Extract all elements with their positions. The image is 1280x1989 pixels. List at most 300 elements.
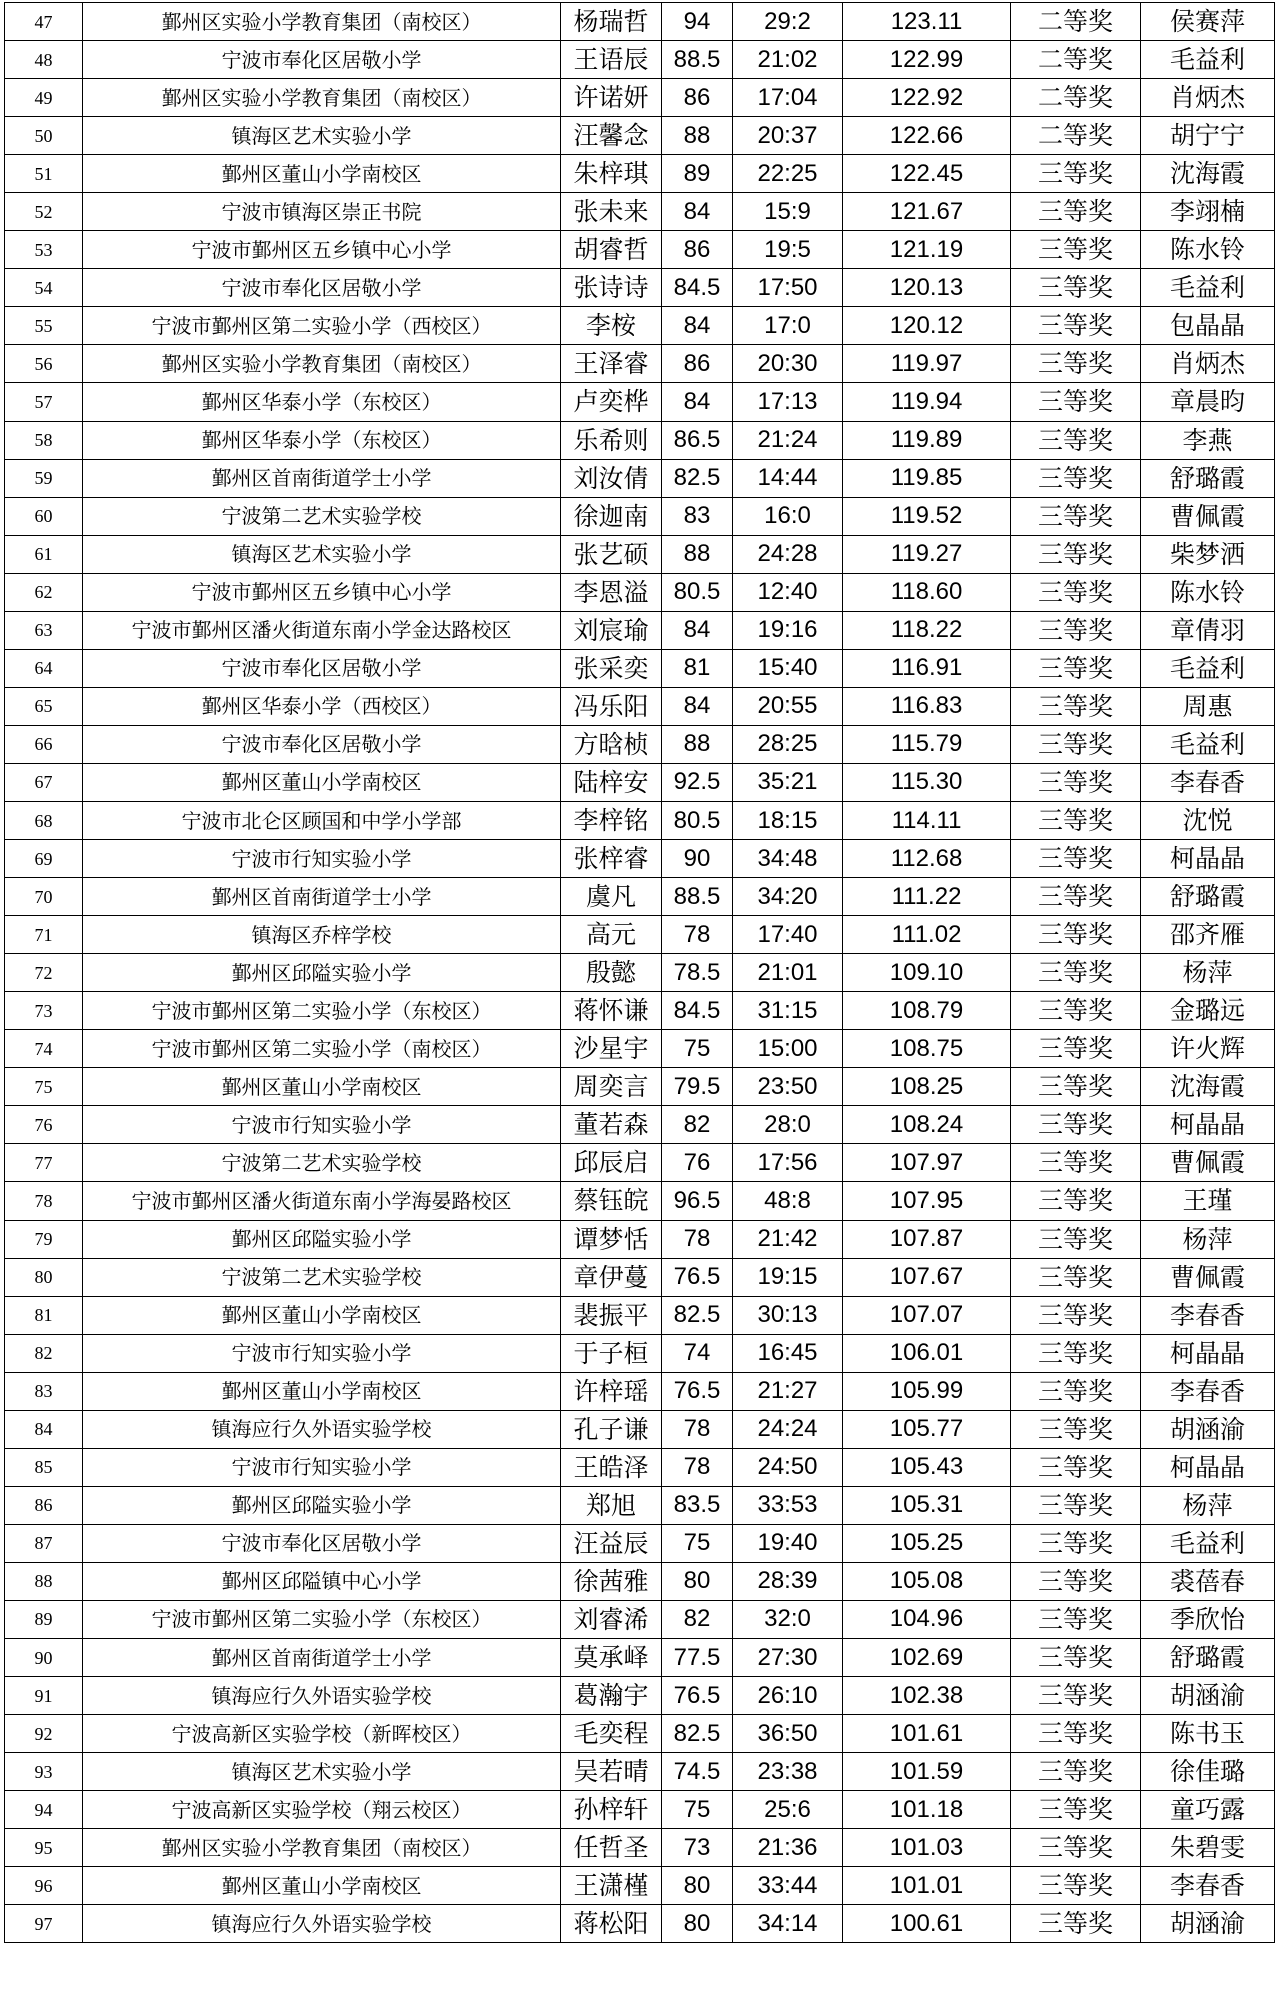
row-number: 48 bbox=[5, 41, 83, 79]
time-cell: 26:10 bbox=[733, 1677, 843, 1715]
school-cell: 宁波市鄞州区潘火街道东南小学金达路校区 bbox=[83, 611, 561, 649]
teacher-cell: 舒璐霞 bbox=[1141, 878, 1275, 916]
total-score-cell: 119.27 bbox=[843, 535, 1011, 573]
total-score-cell: 101.61 bbox=[843, 1715, 1011, 1753]
student-name-cell: 汪益辰 bbox=[561, 1524, 662, 1562]
table-row bbox=[5, 1562, 1275, 1600]
total-score-cell: 114.11 bbox=[843, 801, 1011, 839]
school-cell: 宁波市鄞州区第二实验小学（东校区） bbox=[83, 992, 561, 1030]
score-cell: 78 bbox=[662, 1220, 733, 1258]
award-cell: 三等奖 bbox=[1011, 687, 1141, 725]
score-cell: 84 bbox=[662, 383, 733, 421]
results-table-body bbox=[5, 3, 1275, 1943]
student-name-cell: 徐茜雅 bbox=[561, 1562, 662, 1600]
student-name-cell: 毛奕程 bbox=[561, 1715, 662, 1753]
total-score-cell: 105.43 bbox=[843, 1448, 1011, 1486]
award-cell: 三等奖 bbox=[1011, 193, 1141, 231]
student-name-cell: 乐希则 bbox=[561, 421, 662, 459]
award-cell: 三等奖 bbox=[1011, 497, 1141, 535]
teacher-cell: 陈水铃 bbox=[1141, 573, 1275, 611]
total-score-cell: 102.69 bbox=[843, 1639, 1011, 1677]
school-cell: 鄞州区董山小学南校区 bbox=[83, 1068, 561, 1106]
total-score-cell: 120.13 bbox=[843, 269, 1011, 307]
table-row bbox=[5, 1448, 1275, 1486]
time-cell: 14:44 bbox=[733, 459, 843, 497]
award-cell: 三等奖 bbox=[1011, 1220, 1141, 1258]
total-score-cell: 123.11 bbox=[843, 3, 1011, 41]
teacher-cell: 柯晶晶 bbox=[1141, 1448, 1275, 1486]
score-cell: 84 bbox=[662, 307, 733, 345]
time-cell: 17:40 bbox=[733, 916, 843, 954]
row-number: 68 bbox=[5, 801, 83, 839]
school-cell: 鄞州区实验小学教育集团（南校区） bbox=[83, 345, 561, 383]
score-cell: 76.5 bbox=[662, 1258, 733, 1296]
teacher-cell: 沈海霞 bbox=[1141, 155, 1275, 193]
time-cell: 19:15 bbox=[733, 1258, 843, 1296]
row-number: 70 bbox=[5, 878, 83, 916]
school-cell: 宁波市奉化区居敬小学 bbox=[83, 649, 561, 687]
time-cell: 23:38 bbox=[733, 1753, 843, 1791]
teacher-cell: 金璐远 bbox=[1141, 992, 1275, 1030]
school-cell: 宁波第二艺术实验学校 bbox=[83, 1258, 561, 1296]
total-score-cell: 116.91 bbox=[843, 649, 1011, 687]
student-name-cell: 蒋怀谦 bbox=[561, 992, 662, 1030]
score-cell: 75 bbox=[662, 1524, 733, 1562]
time-cell: 19:5 bbox=[733, 231, 843, 269]
award-cell: 二等奖 bbox=[1011, 41, 1141, 79]
student-name-cell: 杨瑞哲 bbox=[561, 3, 662, 41]
student-name-cell: 陆梓安 bbox=[561, 763, 662, 801]
row-number: 62 bbox=[5, 573, 83, 611]
award-cell: 三等奖 bbox=[1011, 1106, 1141, 1144]
score-cell: 82 bbox=[662, 1600, 733, 1638]
time-cell: 34:20 bbox=[733, 878, 843, 916]
total-score-cell: 107.95 bbox=[843, 1182, 1011, 1220]
teacher-cell: 包晶晶 bbox=[1141, 307, 1275, 345]
time-cell: 17:56 bbox=[733, 1144, 843, 1182]
total-score-cell: 119.85 bbox=[843, 459, 1011, 497]
award-cell: 三等奖 bbox=[1011, 954, 1141, 992]
time-cell: 31:15 bbox=[733, 992, 843, 1030]
total-score-cell: 111.22 bbox=[843, 878, 1011, 916]
table-row bbox=[5, 231, 1275, 269]
row-number: 74 bbox=[5, 1030, 83, 1068]
score-cell: 80 bbox=[662, 1867, 733, 1905]
award-cell: 三等奖 bbox=[1011, 840, 1141, 878]
row-number: 82 bbox=[5, 1334, 83, 1372]
total-score-cell: 108.24 bbox=[843, 1106, 1011, 1144]
table-row bbox=[5, 611, 1275, 649]
award-cell: 三等奖 bbox=[1011, 1791, 1141, 1829]
table-row bbox=[5, 155, 1275, 193]
award-cell: 三等奖 bbox=[1011, 345, 1141, 383]
award-cell: 三等奖 bbox=[1011, 1410, 1141, 1448]
row-number: 64 bbox=[5, 649, 83, 687]
table-row bbox=[5, 1220, 1275, 1258]
award-cell: 三等奖 bbox=[1011, 1829, 1141, 1867]
table-row bbox=[5, 307, 1275, 345]
table-row bbox=[5, 1334, 1275, 1372]
table-row bbox=[5, 1486, 1275, 1524]
table-row bbox=[5, 763, 1275, 801]
total-score-cell: 101.03 bbox=[843, 1829, 1011, 1867]
time-cell: 15:9 bbox=[733, 193, 843, 231]
table-row bbox=[5, 916, 1275, 954]
row-number: 51 bbox=[5, 155, 83, 193]
school-cell: 鄞州区董山小学南校区 bbox=[83, 1372, 561, 1410]
row-number: 87 bbox=[5, 1524, 83, 1562]
award-cell: 三等奖 bbox=[1011, 307, 1141, 345]
row-number: 53 bbox=[5, 231, 83, 269]
time-cell: 32:0 bbox=[733, 1600, 843, 1638]
teacher-cell: 李春香 bbox=[1141, 1372, 1275, 1410]
teacher-cell: 曹佩霞 bbox=[1141, 1144, 1275, 1182]
row-number: 61 bbox=[5, 535, 83, 573]
table-row bbox=[5, 459, 1275, 497]
school-cell: 宁波市奉化区居敬小学 bbox=[83, 269, 561, 307]
student-name-cell: 张采奕 bbox=[561, 649, 662, 687]
school-cell: 鄞州区实验小学教育集团（南校区） bbox=[83, 3, 561, 41]
total-score-cell: 101.18 bbox=[843, 1791, 1011, 1829]
time-cell: 19:40 bbox=[733, 1524, 843, 1562]
student-name-cell: 王皓泽 bbox=[561, 1448, 662, 1486]
table-row bbox=[5, 1639, 1275, 1677]
total-score-cell: 100.61 bbox=[843, 1905, 1011, 1943]
table-row bbox=[5, 649, 1275, 687]
total-score-cell: 109.10 bbox=[843, 954, 1011, 992]
score-cell: 94 bbox=[662, 3, 733, 41]
student-name-cell: 谭梦恬 bbox=[561, 1220, 662, 1258]
award-cell: 三等奖 bbox=[1011, 1372, 1141, 1410]
total-score-cell: 107.87 bbox=[843, 1220, 1011, 1258]
teacher-cell: 杨萍 bbox=[1141, 1486, 1275, 1524]
score-cell: 74 bbox=[662, 1334, 733, 1372]
table-row bbox=[5, 840, 1275, 878]
award-cell: 三等奖 bbox=[1011, 1068, 1141, 1106]
row-number: 56 bbox=[5, 345, 83, 383]
score-cell: 84 bbox=[662, 611, 733, 649]
score-cell: 84.5 bbox=[662, 992, 733, 1030]
time-cell: 15:40 bbox=[733, 649, 843, 687]
total-score-cell: 105.31 bbox=[843, 1486, 1011, 1524]
row-number: 84 bbox=[5, 1410, 83, 1448]
table-row bbox=[5, 992, 1275, 1030]
total-score-cell: 102.38 bbox=[843, 1677, 1011, 1715]
teacher-cell: 曹佩霞 bbox=[1141, 497, 1275, 535]
student-name-cell: 莫承峄 bbox=[561, 1639, 662, 1677]
award-cell: 三等奖 bbox=[1011, 535, 1141, 573]
school-cell: 鄞州区董山小学南校区 bbox=[83, 1296, 561, 1334]
row-number: 76 bbox=[5, 1106, 83, 1144]
score-cell: 75 bbox=[662, 1791, 733, 1829]
time-cell: 20:55 bbox=[733, 687, 843, 725]
row-number: 57 bbox=[5, 383, 83, 421]
student-name-cell: 周奕言 bbox=[561, 1068, 662, 1106]
row-number: 73 bbox=[5, 992, 83, 1030]
student-name-cell: 郑旭 bbox=[561, 1486, 662, 1524]
table-row bbox=[5, 497, 1275, 535]
school-cell: 鄞州区实验小学教育集团（南校区） bbox=[83, 1829, 561, 1867]
time-cell: 18:15 bbox=[733, 801, 843, 839]
award-cell: 三等奖 bbox=[1011, 1753, 1141, 1791]
teacher-cell: 柯晶晶 bbox=[1141, 840, 1275, 878]
school-cell: 宁波市行知实验小学 bbox=[83, 1448, 561, 1486]
award-cell: 三等奖 bbox=[1011, 421, 1141, 459]
table-row bbox=[5, 345, 1275, 383]
student-name-cell: 刘汝倩 bbox=[561, 459, 662, 497]
teacher-cell: 杨萍 bbox=[1141, 954, 1275, 992]
row-number: 47 bbox=[5, 3, 83, 41]
total-score-cell: 111.02 bbox=[843, 916, 1011, 954]
teacher-cell: 舒璐霞 bbox=[1141, 1639, 1275, 1677]
score-cell: 77.5 bbox=[662, 1639, 733, 1677]
teacher-cell: 毛益利 bbox=[1141, 1524, 1275, 1562]
table-row bbox=[5, 1182, 1275, 1220]
total-score-cell: 122.99 bbox=[843, 41, 1011, 79]
total-score-cell: 108.25 bbox=[843, 1068, 1011, 1106]
total-score-cell: 105.77 bbox=[843, 1410, 1011, 1448]
student-name-cell: 王泽睿 bbox=[561, 345, 662, 383]
score-cell: 88.5 bbox=[662, 41, 733, 79]
score-cell: 84 bbox=[662, 687, 733, 725]
student-name-cell: 李梓铭 bbox=[561, 801, 662, 839]
school-cell: 鄞州区邱隘实验小学 bbox=[83, 1220, 561, 1258]
award-cell: 三等奖 bbox=[1011, 1448, 1141, 1486]
table-row bbox=[5, 687, 1275, 725]
table-row bbox=[5, 878, 1275, 916]
student-name-cell: 王语辰 bbox=[561, 41, 662, 79]
award-cell: 三等奖 bbox=[1011, 1715, 1141, 1753]
total-score-cell: 108.79 bbox=[843, 992, 1011, 1030]
teacher-cell: 柯晶晶 bbox=[1141, 1334, 1275, 1372]
table-row bbox=[5, 573, 1275, 611]
table-row bbox=[5, 79, 1275, 117]
total-score-cell: 121.67 bbox=[843, 193, 1011, 231]
time-cell: 29:2 bbox=[733, 3, 843, 41]
total-score-cell: 115.30 bbox=[843, 763, 1011, 801]
school-cell: 鄞州区华泰小学（东校区） bbox=[83, 421, 561, 459]
school-cell: 鄞州区董山小学南校区 bbox=[83, 155, 561, 193]
teacher-cell: 朱碧雯 bbox=[1141, 1829, 1275, 1867]
award-cell: 三等奖 bbox=[1011, 1486, 1141, 1524]
row-number: 49 bbox=[5, 79, 83, 117]
award-cell: 三等奖 bbox=[1011, 1867, 1141, 1905]
school-cell: 鄞州区邱隘实验小学 bbox=[83, 1486, 561, 1524]
school-cell: 宁波市奉化区居敬小学 bbox=[83, 1524, 561, 1562]
school-cell: 宁波市鄞州区第二实验小学（西校区） bbox=[83, 307, 561, 345]
row-number: 92 bbox=[5, 1715, 83, 1753]
award-cell: 三等奖 bbox=[1011, 1905, 1141, 1943]
score-cell: 84.5 bbox=[662, 269, 733, 307]
score-cell: 81 bbox=[662, 649, 733, 687]
teacher-cell: 胡涵渝 bbox=[1141, 1410, 1275, 1448]
score-cell: 80 bbox=[662, 1562, 733, 1600]
student-name-cell: 许梓瑶 bbox=[561, 1372, 662, 1410]
table-row bbox=[5, 1791, 1275, 1829]
school-cell: 宁波市鄞州区第二实验小学（南校区） bbox=[83, 1030, 561, 1068]
teacher-cell: 许火辉 bbox=[1141, 1030, 1275, 1068]
table-row bbox=[5, 1677, 1275, 1715]
table-row bbox=[5, 41, 1275, 79]
student-name-cell: 刘睿浠 bbox=[561, 1600, 662, 1638]
teacher-cell: 章倩羽 bbox=[1141, 611, 1275, 649]
table-row bbox=[5, 1829, 1275, 1867]
time-cell: 27:30 bbox=[733, 1639, 843, 1677]
award-cell: 三等奖 bbox=[1011, 1524, 1141, 1562]
school-cell: 鄞州区首南街道学士小学 bbox=[83, 1639, 561, 1677]
school-cell: 宁波市鄞州区五乡镇中心小学 bbox=[83, 573, 561, 611]
teacher-cell: 曹佩霞 bbox=[1141, 1258, 1275, 1296]
total-score-cell: 105.99 bbox=[843, 1372, 1011, 1410]
student-name-cell: 于子桓 bbox=[561, 1334, 662, 1372]
table-row bbox=[5, 117, 1275, 155]
score-cell: 74.5 bbox=[662, 1753, 733, 1791]
award-cell: 三等奖 bbox=[1011, 459, 1141, 497]
table-row bbox=[5, 535, 1275, 573]
row-number: 75 bbox=[5, 1068, 83, 1106]
total-score-cell: 122.45 bbox=[843, 155, 1011, 193]
time-cell: 34:48 bbox=[733, 840, 843, 878]
table-row bbox=[5, 1068, 1275, 1106]
score-cell: 86 bbox=[662, 79, 733, 117]
row-number: 77 bbox=[5, 1144, 83, 1182]
student-name-cell: 朱梓琪 bbox=[561, 155, 662, 193]
school-cell: 镇海应行久外语实验学校 bbox=[83, 1677, 561, 1715]
teacher-cell: 胡涵渝 bbox=[1141, 1677, 1275, 1715]
score-cell: 76.5 bbox=[662, 1677, 733, 1715]
time-cell: 17:50 bbox=[733, 269, 843, 307]
teacher-cell: 胡宁宁 bbox=[1141, 117, 1275, 155]
student-name-cell: 高元 bbox=[561, 916, 662, 954]
total-score-cell: 119.52 bbox=[843, 497, 1011, 535]
school-cell: 镇海应行久外语实验学校 bbox=[83, 1410, 561, 1448]
total-score-cell: 112.68 bbox=[843, 840, 1011, 878]
award-cell: 三等奖 bbox=[1011, 231, 1141, 269]
row-number: 72 bbox=[5, 954, 83, 992]
table-row bbox=[5, 1410, 1275, 1448]
score-cell: 80 bbox=[662, 1905, 733, 1943]
teacher-cell: 陈书玉 bbox=[1141, 1715, 1275, 1753]
teacher-cell: 徐佳璐 bbox=[1141, 1753, 1275, 1791]
teacher-cell: 周惠 bbox=[1141, 687, 1275, 725]
student-name-cell: 刘宸瑜 bbox=[561, 611, 662, 649]
award-cell: 三等奖 bbox=[1011, 916, 1141, 954]
school-cell: 鄞州区董山小学南校区 bbox=[83, 1867, 561, 1905]
total-score-cell: 118.60 bbox=[843, 573, 1011, 611]
table-row bbox=[5, 1144, 1275, 1182]
student-name-cell: 许诺妍 bbox=[561, 79, 662, 117]
row-number: 97 bbox=[5, 1905, 83, 1943]
teacher-cell: 柴梦洒 bbox=[1141, 535, 1275, 573]
time-cell: 33:53 bbox=[733, 1486, 843, 1524]
award-cell: 二等奖 bbox=[1011, 79, 1141, 117]
score-cell: 76 bbox=[662, 1144, 733, 1182]
teacher-cell: 杨萍 bbox=[1141, 1220, 1275, 1258]
row-number: 63 bbox=[5, 611, 83, 649]
table-row bbox=[5, 383, 1275, 421]
teacher-cell: 李春香 bbox=[1141, 763, 1275, 801]
student-name-cell: 张诗诗 bbox=[561, 269, 662, 307]
total-score-cell: 116.83 bbox=[843, 687, 1011, 725]
teacher-cell: 毛益利 bbox=[1141, 725, 1275, 763]
time-cell: 28:39 bbox=[733, 1562, 843, 1600]
award-cell: 二等奖 bbox=[1011, 117, 1141, 155]
row-number: 86 bbox=[5, 1486, 83, 1524]
score-cell: 86.5 bbox=[662, 421, 733, 459]
table-row bbox=[5, 1372, 1275, 1410]
award-cell: 三等奖 bbox=[1011, 1677, 1141, 1715]
teacher-cell: 舒璐霞 bbox=[1141, 459, 1275, 497]
row-number: 71 bbox=[5, 916, 83, 954]
row-number: 52 bbox=[5, 193, 83, 231]
award-cell: 二等奖 bbox=[1011, 3, 1141, 41]
student-name-cell: 卢奕桦 bbox=[561, 383, 662, 421]
award-cell: 三等奖 bbox=[1011, 1030, 1141, 1068]
total-score-cell: 121.19 bbox=[843, 231, 1011, 269]
score-cell: 76.5 bbox=[662, 1372, 733, 1410]
school-cell: 宁波市镇海区崇正书院 bbox=[83, 193, 561, 231]
score-cell: 73 bbox=[662, 1829, 733, 1867]
row-number: 90 bbox=[5, 1639, 83, 1677]
row-number: 96 bbox=[5, 1867, 83, 1905]
score-cell: 75 bbox=[662, 1030, 733, 1068]
table-row bbox=[5, 193, 1275, 231]
teacher-cell: 季欣怡 bbox=[1141, 1600, 1275, 1638]
time-cell: 36:50 bbox=[733, 1715, 843, 1753]
total-score-cell: 107.07 bbox=[843, 1296, 1011, 1334]
school-cell: 鄞州区实验小学教育集团（南校区） bbox=[83, 79, 561, 117]
student-name-cell: 殷懿 bbox=[561, 954, 662, 992]
row-number: 88 bbox=[5, 1562, 83, 1600]
row-number: 59 bbox=[5, 459, 83, 497]
score-cell: 83.5 bbox=[662, 1486, 733, 1524]
school-cell: 宁波市鄞州区潘火街道东南小学海晏路校区 bbox=[83, 1182, 561, 1220]
award-cell: 三等奖 bbox=[1011, 992, 1141, 1030]
results-table bbox=[4, 2, 1275, 1943]
time-cell: 33:44 bbox=[733, 1867, 843, 1905]
award-cell: 三等奖 bbox=[1011, 1182, 1141, 1220]
time-cell: 25:6 bbox=[733, 1791, 843, 1829]
school-cell: 鄞州区首南街道学士小学 bbox=[83, 878, 561, 916]
total-score-cell: 115.79 bbox=[843, 725, 1011, 763]
score-cell: 80.5 bbox=[662, 801, 733, 839]
teacher-cell: 童巧露 bbox=[1141, 1791, 1275, 1829]
table-row bbox=[5, 3, 1275, 41]
row-number: 93 bbox=[5, 1753, 83, 1791]
school-cell: 宁波第二艺术实验学校 bbox=[83, 497, 561, 535]
score-cell: 86 bbox=[662, 345, 733, 383]
time-cell: 20:30 bbox=[733, 345, 843, 383]
school-cell: 宁波市奉化区居敬小学 bbox=[83, 41, 561, 79]
teacher-cell: 邵齐雁 bbox=[1141, 916, 1275, 954]
school-cell: 镇海应行久外语实验学校 bbox=[83, 1905, 561, 1943]
time-cell: 22:25 bbox=[733, 155, 843, 193]
teacher-cell: 李燕 bbox=[1141, 421, 1275, 459]
student-name-cell: 胡睿哲 bbox=[561, 231, 662, 269]
award-cell: 三等奖 bbox=[1011, 155, 1141, 193]
total-score-cell: 119.94 bbox=[843, 383, 1011, 421]
time-cell: 23:50 bbox=[733, 1068, 843, 1106]
row-number: 55 bbox=[5, 307, 83, 345]
award-cell: 三等奖 bbox=[1011, 383, 1141, 421]
student-name-cell: 冯乐阳 bbox=[561, 687, 662, 725]
row-number: 78 bbox=[5, 1182, 83, 1220]
teacher-cell: 李翊楠 bbox=[1141, 193, 1275, 231]
table-row bbox=[5, 1258, 1275, 1296]
teacher-cell: 肖炳杰 bbox=[1141, 345, 1275, 383]
award-cell: 三等奖 bbox=[1011, 801, 1141, 839]
award-cell: 三等奖 bbox=[1011, 1639, 1141, 1677]
